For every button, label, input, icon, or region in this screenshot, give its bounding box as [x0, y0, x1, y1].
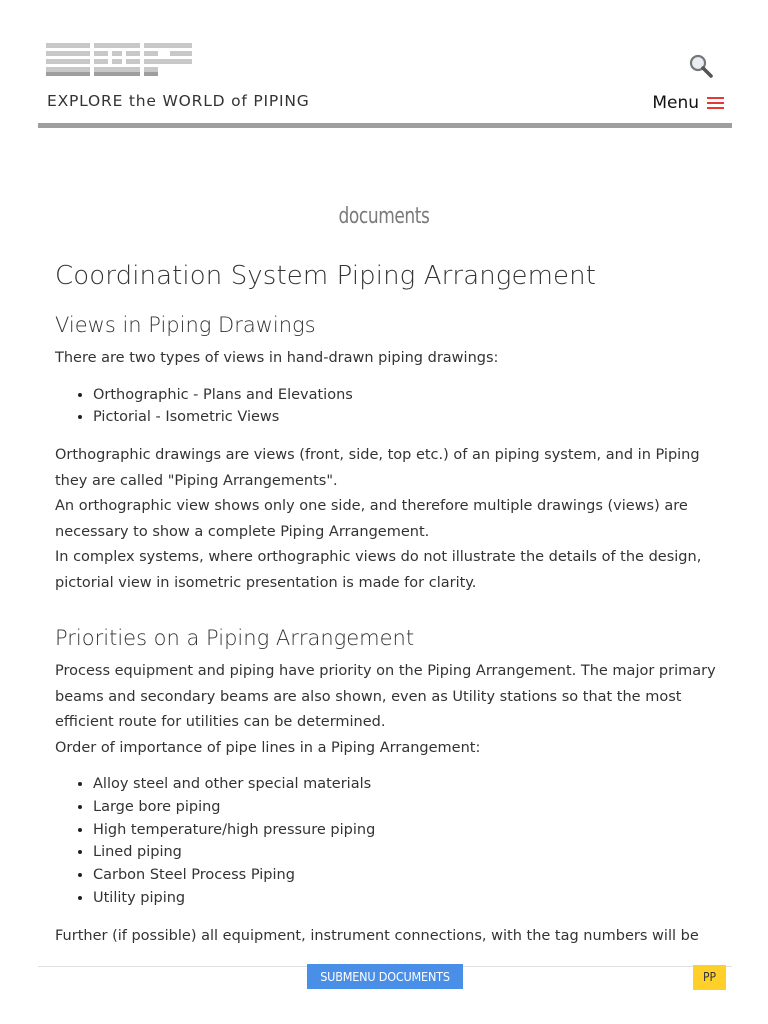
paragraph-line: Order of importance of pipe lines in a Piping Arrangement:	[55, 739, 481, 756]
pp-button[interactable]: PP	[693, 965, 726, 990]
priorities-paragraph	[55, 659, 720, 761]
list-item: • Carbon Steel Process Piping	[93, 864, 720, 887]
hamburger-icon	[707, 97, 724, 110]
list-item: • Large bore piping	[93, 796, 720, 819]
menu-label: Menu	[652, 93, 699, 113]
page-title: Coordination System Piping Arrangement	[55, 261, 597, 291]
list-item: • Pictorial - Isometric Views	[93, 406, 720, 429]
views-list	[55, 384, 720, 430]
section-label: documents	[338, 204, 430, 229]
site-header	[38, 0, 732, 130]
header-divider	[38, 123, 732, 128]
ewp-logo[interactable]	[46, 43, 192, 77]
menu-button[interactable]	[652, 93, 724, 113]
views-heading: Views in Piping Drawings	[55, 313, 316, 337]
list-item: • High temperature/high pressure piping	[93, 819, 720, 842]
priorities-heading: Priorities on a Piping Arrangement	[55, 626, 415, 651]
list-item: • Alloy steel and other special materials	[93, 773, 720, 796]
list-item: • Lined piping	[93, 841, 720, 864]
submenu-documents-button[interactable]: SUBMENU DOCUMENTS	[307, 964, 463, 989]
list-item: • Orthographic - Plans and Elevations	[93, 384, 720, 407]
paragraph-line: An orthographic view shows only one side, and therefore multiple drawings (views) are necessary to show a complete Piping Arrangement.	[55, 498, 688, 540]
list-item: • Utility piping	[93, 887, 720, 910]
paragraph-line: In complex systems, where orthographic views do not illustrate the details of the design, pictorial view in isometric presentation is made for clarity.	[55, 549, 702, 591]
paragraph-line: Orthographic drawings are views (front, side, top etc.) of an piping system, and in Piping they are called "Piping Arrangements".	[55, 447, 700, 489]
views-intro: There are two types of views in hand-drawn piping drawings:	[55, 350, 499, 366]
closing-paragraph: Further (if possible) all equipment, instrument connections, with the tag numbers will be	[55, 927, 699, 944]
views-paragraph	[55, 443, 720, 596]
article	[55, 258, 720, 949]
site-tagline: EXPLORE the WORLD of PIPING	[47, 92, 310, 110]
priorities-list	[55, 773, 720, 910]
paragraph-line: Process equipment and piping have priority on the Piping Arrangement. The major primary beams and secondary beams are also shown, even as Utility stations so that the most efficient route for utilities can be determined.	[55, 663, 716, 731]
search-icon[interactable]	[687, 52, 715, 80]
